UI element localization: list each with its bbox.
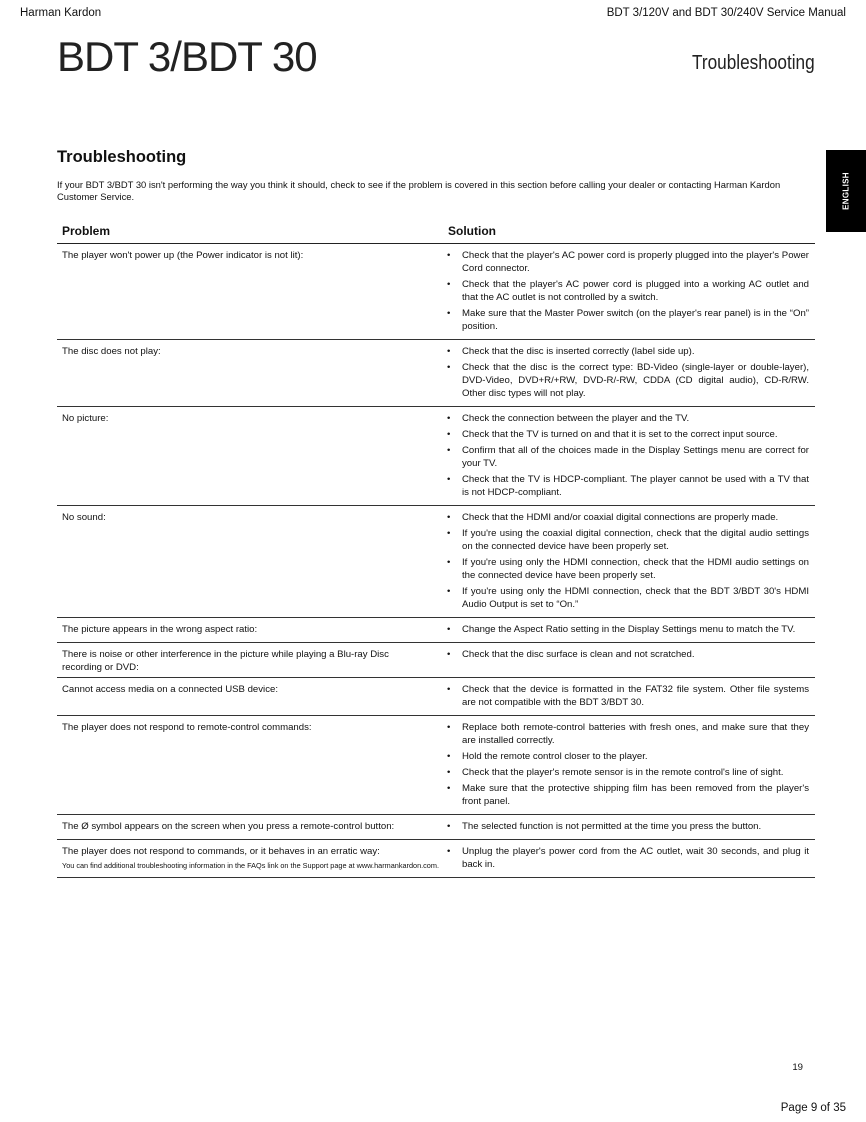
solution-item: • Check that the player's AC power cord is properly plugged into the player's Power Cord connector. [443, 249, 815, 275]
table-row [57, 506, 815, 618]
problem-cell: The player does not respond to commands, or it behaves in an erratic way: [62, 846, 380, 857]
solution-list [443, 511, 815, 611]
table-row [57, 840, 815, 878]
problem-cell: The Ø symbol appears on the screen when you press a remote-control button: [62, 821, 395, 832]
solution-cell [443, 648, 815, 674]
header-manual-title: BDT 3/120V and BDT 30/240V Service Manual [606, 7, 846, 19]
solution-item: • Check the connection between the player and the TV. [443, 412, 815, 425]
solution-item: • Check that the player's AC power cord is plugged into a working AC outlet and that the AC outlet is not controlled by a switch. [443, 278, 815, 304]
table-row [57, 815, 815, 840]
section-title: Troubleshooting [692, 52, 815, 74]
problem-cell: The disc does not play: [62, 346, 161, 357]
footnote: You can find additional troubleshooting information in the FAQs link on the Support page at www.harmankardon.com. [62, 861, 439, 870]
solution-list [443, 820, 815, 833]
solution-item: • Unplug the player's power cord from the AC outlet, wait 30 seconds, and plug it back in. [443, 845, 815, 871]
solution-item: • Check that the TV is turned on and that it is set to the correct input source. [443, 428, 815, 441]
solution-item: • Check that the player's remote sensor is in the remote control's line of sight. [443, 766, 815, 779]
solution-item: • Hold the remote control closer to the player. [443, 750, 815, 763]
solution-item: • Check that the HDMI and/or coaxial digital connections are properly made. [443, 511, 815, 524]
solution-list [443, 683, 815, 709]
table-row [57, 340, 815, 407]
solution-item: • Make sure that the Master Power switch (on the player's rear panel) is in the “On” position. [443, 307, 815, 333]
solution-cell [443, 721, 815, 811]
solution-cell [443, 820, 815, 836]
intro-paragraph: If your BDT 3/BDT 30 isn't performing the way you think it should, check to see if the problem is covered in this section before calling your dealer or contacting Harman Kardon Customer Service. [57, 179, 781, 202]
table-row [57, 407, 815, 506]
column-header-solution: Solution [448, 224, 496, 238]
solution-item: • Check that the device is formatted in the FAT32 file system. Other file systems are not compatible with the BDT 3/BDT 30. [443, 683, 815, 709]
solution-item: • Change the Aspect Ratio setting in the Display Settings menu to match the TV. [443, 623, 815, 636]
solution-cell [443, 249, 815, 336]
problem-cell: The player does not respond to remote-control commands: [62, 722, 312, 733]
solution-cell [443, 412, 815, 502]
solution-item: • Make sure that the protective shipping film has been removed from the player's front panel. [443, 782, 815, 808]
problem-cell: There is noise or other interference in the picture while playing a Blu-ray Disc recording or DVD: [62, 649, 389, 673]
solution-cell [443, 845, 815, 874]
solution-list [443, 623, 815, 636]
language-tab [826, 150, 866, 232]
solution-item: • Check that the disc surface is clean and not scratched. [443, 648, 815, 661]
model-title: BDT 3/BDT 30 [57, 33, 317, 80]
solution-list [443, 845, 815, 871]
solution-item: • Check that the disc is the correct type: BD-Video (single-layer or double-layer), DVD-Video, DVD+R/+RW, DVD-R/-RW, CDDA (CD digital audio), CD-R/RW. Other disc types will not play. [443, 361, 815, 400]
solution-item: • Confirm that all of the choices made in the Display Settings menu are correct for your TV. [443, 444, 815, 470]
solution-list [443, 412, 815, 499]
solution-list [443, 648, 815, 661]
solution-item: • If you're using only the HDMI connection, check that the BDT 3/BDT 30's HDMI Audio Output is set to “On.” [443, 585, 815, 611]
solution-item: • The selected function is not permitted at the time you press the button. [443, 820, 815, 833]
page-number: 19 [792, 1062, 803, 1073]
solution-item: • Check that the TV is HDCP-compliant. The player cannot be used with a TV that is not HDCP-compliant. [443, 473, 815, 499]
page-of-total: Page 9 of 35 [780, 1102, 846, 1114]
column-header-problem: Problem [62, 224, 111, 238]
language-tab-label: ENGLISH [841, 172, 851, 210]
table-row [57, 244, 815, 340]
solution-list [443, 721, 815, 808]
solution-item: • If you're using only the HDMI connection, check that the HDMI audio settings on the connected device have been properly set. [443, 556, 815, 582]
solution-cell [443, 623, 815, 639]
solution-list [443, 345, 815, 400]
solution-cell [443, 683, 815, 712]
table-row [57, 643, 815, 678]
solution-item: • Replace both remote-control batteries with fresh ones, and make sure that they are installed correctly. [443, 721, 815, 747]
problem-cell: Cannot access media on a connected USB device: [62, 684, 278, 695]
page-heading: Troubleshooting [57, 148, 187, 166]
problem-cell: The player won't power up (the Power indicator is not lit): [62, 250, 304, 261]
header-brand: Harman Kardon [20, 7, 102, 19]
solution-list [443, 249, 815, 333]
problem-cell: The picture appears in the wrong aspect ratio: [62, 624, 258, 635]
solution-item: • If you're using the coaxial digital connection, check that the digital audio settings on the connected device have been properly set. [443, 527, 815, 553]
table-row [57, 678, 815, 716]
table-row [57, 716, 815, 815]
troubleshooting-table [57, 219, 815, 878]
solution-cell [443, 511, 815, 614]
problem-cell: No picture: [62, 413, 109, 424]
table-header [57, 219, 815, 244]
problem-cell: No sound: [62, 512, 106, 523]
solution-cell [443, 345, 815, 403]
table-row [57, 618, 815, 643]
solution-item: • Check that the disc is inserted correctly (label side up). [443, 345, 815, 358]
